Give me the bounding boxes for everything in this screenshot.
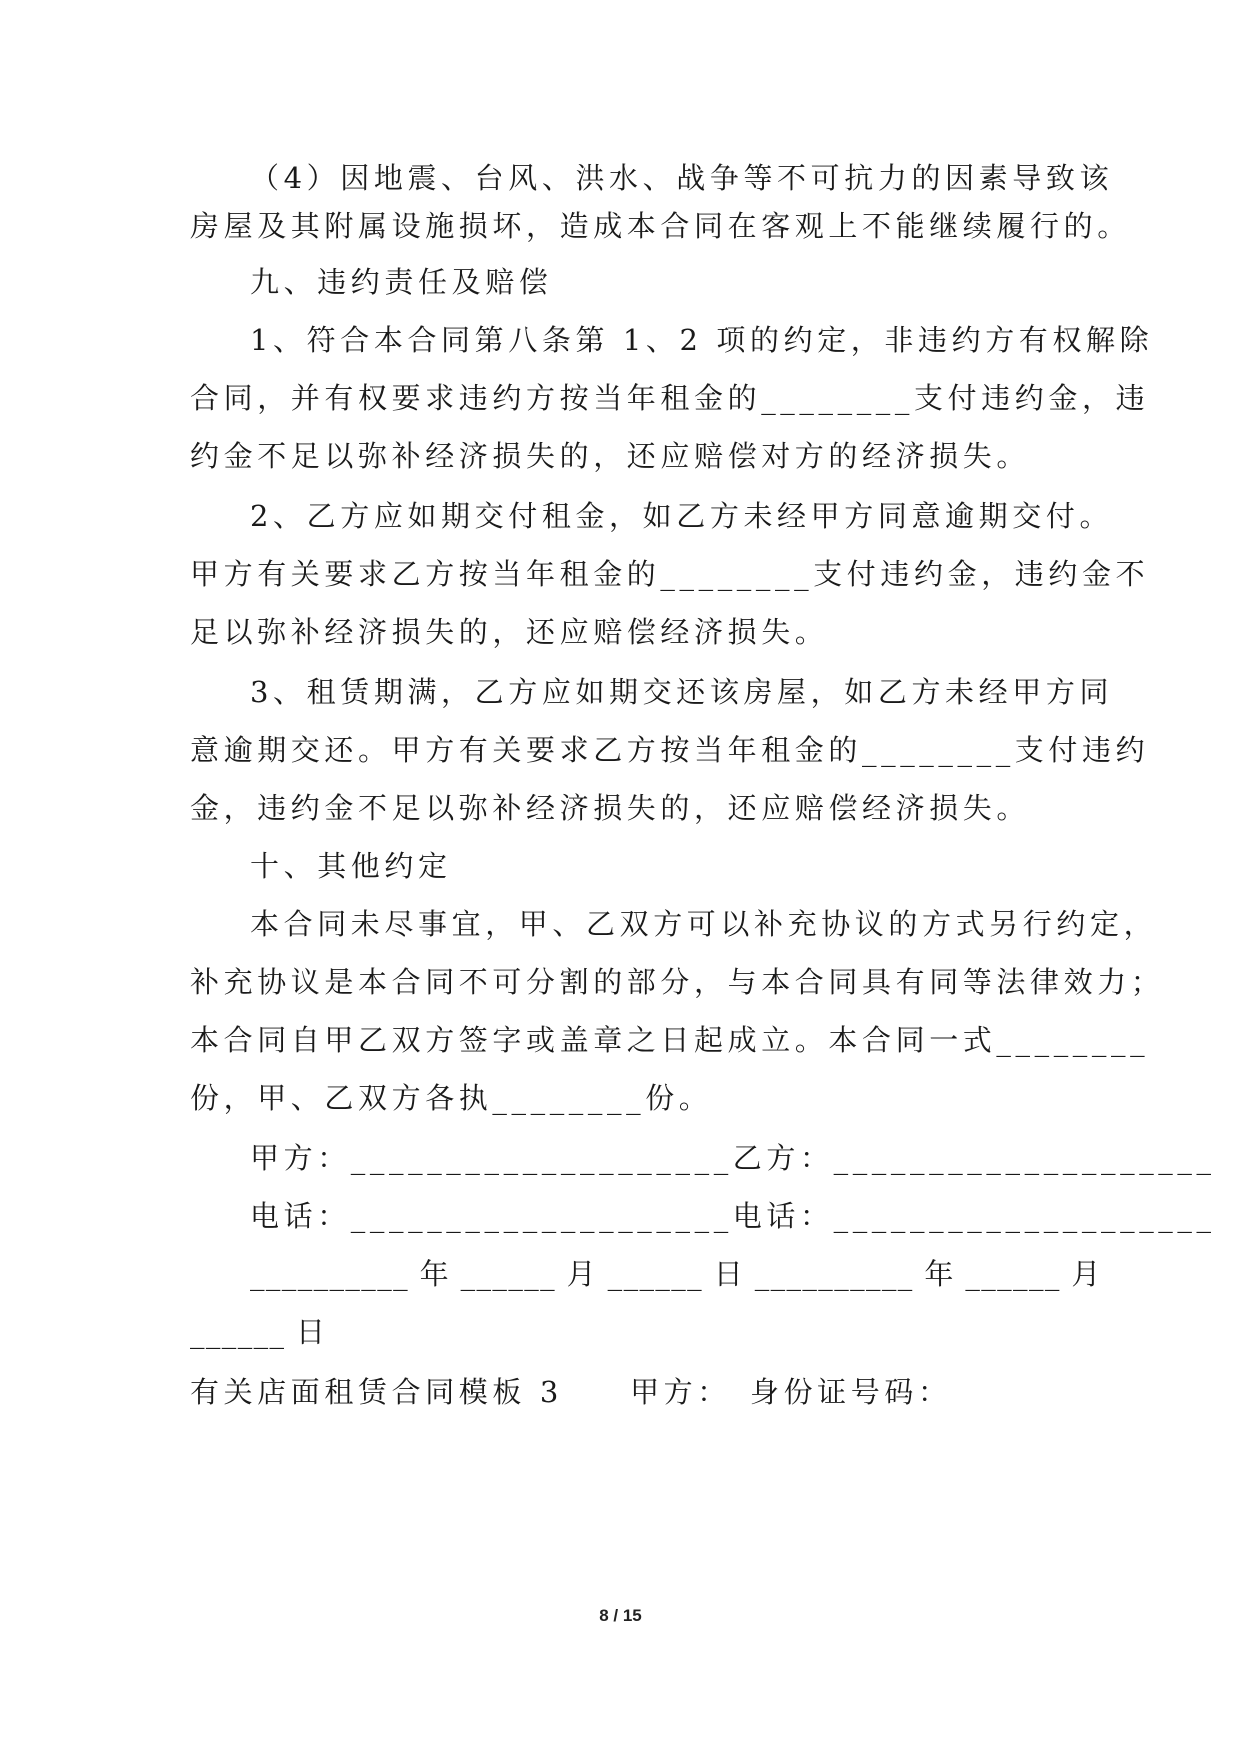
clause-9-1-cont2: 约金不足以弥补经济损失的，还应赔偿对方的经济损失。 xyxy=(190,439,1031,473)
clause-9-3-cont2: 金，违约金不足以弥补经济损失的，还应赔偿经济损失。 xyxy=(190,791,1031,825)
clause-10-cont2: 本合同自甲乙双方签字或盖章之日起成立。本合同一式________ xyxy=(190,1023,1150,1057)
clause-10-cont: 补充协议是本合同不可分割的部分，与本合同具有同等法律效力； xyxy=(190,965,1165,999)
signature-phone-line: 电话：____________________电话：____________________ xyxy=(250,1199,1216,1233)
signature-date-day: ______ 日 xyxy=(190,1315,327,1349)
paragraph-force-majeure-4: （4）因地震、台风、洪水、战争等不可抗力的因素导致该 xyxy=(250,161,1114,195)
page-number: 8 / 15 xyxy=(599,1606,642,1625)
clause-9-2-cont2: 足以弥补经济损失的，还应赔偿经济损失。 xyxy=(190,615,829,649)
clause-10-cont3: 份，甲、乙双方各执________份。 xyxy=(190,1081,713,1115)
clause-9-3: 3、租赁期满，乙方应如期交还该房屋，如乙方未经甲方同 xyxy=(250,675,1114,709)
signature-date-line: __________ 年 ______ 月 ______ 日 __________ 年 ______ 月 xyxy=(250,1257,1102,1291)
clause-9-3-cont: 意逾期交还。甲方有关要求乙方按当年租金的________支付违约 xyxy=(190,733,1150,767)
clause-9-2-cont: 甲方有关要求乙方按当年租金的________支付违约金，违约金不 xyxy=(190,557,1150,591)
clause-9-2: 2、乙方应如期交付租金，如乙方未经甲方同意逾期交付。 xyxy=(250,499,1114,533)
clause-9-1-cont: 合同，并有权要求违约方按当年租金的________支付违约金，违 xyxy=(190,381,1150,415)
section-heading-10: 十、其他约定 xyxy=(250,849,452,883)
clause-10: 本合同未尽事宜，甲、乙双方可以补充协议的方式另行约定， xyxy=(250,907,1158,941)
clause-9-1: 1、符合本合同第八条第 1、2 项的约定，非违约方有权解除 xyxy=(250,323,1154,357)
paragraph-force-majeure-4-cont: 房屋及其附属设施损坏，造成本合同在客观上不能继续履行的。 xyxy=(190,209,1131,243)
next-document-heading: 有关店面租赁合同模板 3 甲方： 身份证号码： xyxy=(190,1375,952,1409)
section-heading-9: 九、违约责任及赔偿 xyxy=(250,265,553,299)
signature-party-line: 甲方：____________________乙方：____________________ xyxy=(250,1141,1216,1175)
